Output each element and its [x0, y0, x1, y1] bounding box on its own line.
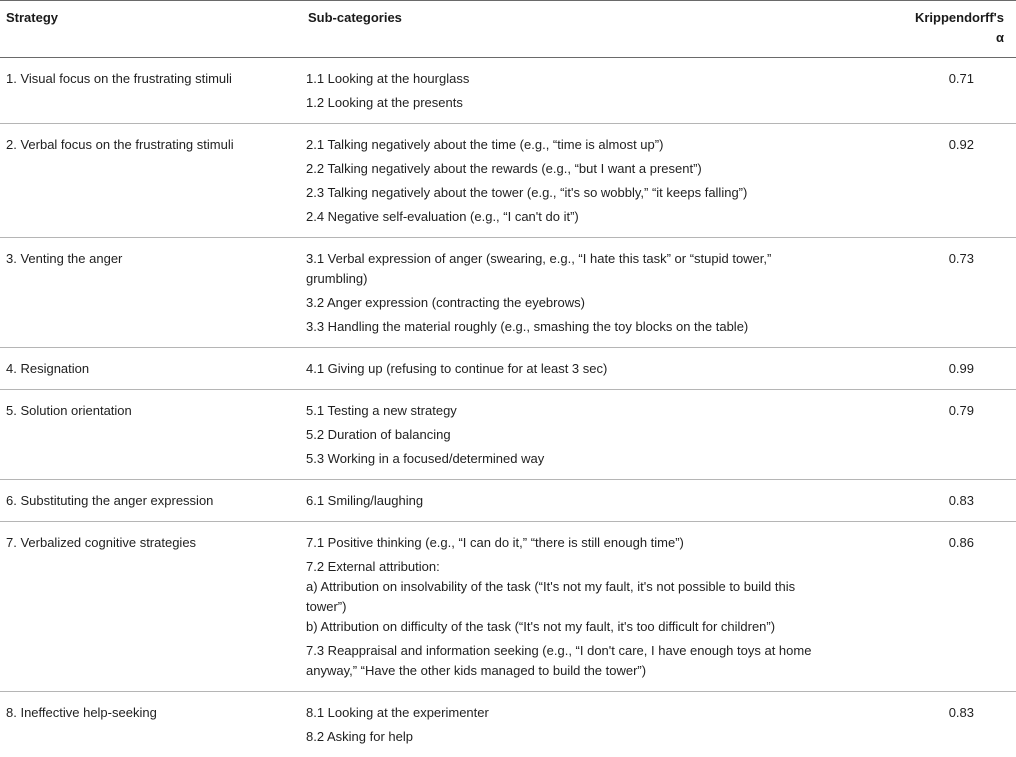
subcategory-item — [306, 401, 906, 421]
subcategory-line: tower”) — [306, 597, 906, 617]
subcategory-line: 7.3 Reappraisal and information seeking (e.g., “I don't care, I have enough toys at home — [306, 641, 906, 661]
alpha-cell: 0.73 — [906, 238, 1016, 348]
subcategory-item — [306, 641, 906, 681]
subcategory-line: 3.2 Anger expression (contracting the eyebrows) — [306, 293, 906, 313]
subcategory-line: 2.1 Talking negatively about the time (e.g., “time is almost up”) — [306, 135, 906, 155]
subcategory-item — [306, 491, 906, 511]
subcategory-line: grumbling) — [306, 269, 906, 289]
subcategory-item — [306, 359, 906, 379]
subcategories-cell — [302, 58, 906, 124]
strategy-cell: 3. Venting the anger — [0, 238, 302, 348]
table-row — [0, 480, 1016, 522]
strategy-cell: 6. Substituting the anger expression — [0, 480, 302, 522]
subcategory-line: 1.2 Looking at the presents — [306, 93, 906, 113]
alpha-cell: 0.83 — [906, 692, 1016, 757]
table-row — [0, 692, 1016, 757]
subcategory-item — [306, 317, 906, 337]
subcategory-line: 1.1 Looking at the hourglass — [306, 69, 906, 89]
table-row — [0, 124, 1016, 238]
header-subcategories: Sub-categories — [302, 1, 906, 58]
alpha-cell: 0.71 — [906, 58, 1016, 124]
strategy-cell: 7. Verbalized cognitive strategies — [0, 522, 302, 692]
subcategory-item — [306, 207, 906, 227]
subcategory-item — [306, 727, 906, 747]
subcategory-line: 3.1 Verbal expression of anger (swearing, e.g., “I hate this task” or “stupid tower,” — [306, 249, 906, 269]
table-row — [0, 58, 1016, 124]
subcategory-line: 5.2 Duration of balancing — [306, 425, 906, 445]
subcategory-item — [306, 425, 906, 445]
strategy-cell: 5. Solution orientation — [0, 390, 302, 480]
subcategory-item — [306, 449, 906, 469]
subcategory-line: 8.2 Asking for help — [306, 727, 906, 747]
subcategories-cell — [302, 238, 906, 348]
subcategory-item — [306, 69, 906, 89]
subcategory-item — [306, 93, 906, 113]
subcategory-item — [306, 249, 906, 289]
header-strategy: Strategy — [0, 1, 302, 58]
table-body — [0, 58, 1016, 757]
strategy-cell: 8. Ineffective help-seeking — [0, 692, 302, 757]
subcategories-cell — [302, 692, 906, 757]
alpha-cell: 0.92 — [906, 124, 1016, 238]
strategy-cell: 1. Visual focus on the frustrating stimuli — [0, 58, 302, 124]
subcategory-line: 7.1 Positive thinking (e.g., “I can do it,” “there is still enough time”) — [306, 533, 906, 553]
subcategory-line: 5.3 Working in a focused/determined way — [306, 449, 906, 469]
subcategories-cell — [302, 348, 906, 390]
strategy-cell: 2. Verbal focus on the frustrating stimuli — [0, 124, 302, 238]
table-row — [0, 348, 1016, 390]
header-row — [0, 1, 1016, 58]
subcategory-item — [306, 135, 906, 155]
header-alpha: Krippendorff's α — [906, 1, 1016, 58]
subcategory-item — [306, 533, 906, 553]
subcategory-line: 6.1 Smiling/laughing — [306, 491, 906, 511]
subcategory-line: 8.1 Looking at the experimenter — [306, 703, 906, 723]
alpha-cell: 0.86 — [906, 522, 1016, 692]
subcategory-line: anyway,” “Have the other kids managed to build the tower”) — [306, 661, 906, 681]
subcategory-item — [306, 293, 906, 313]
subcategory-line: 5.1 Testing a new strategy — [306, 401, 906, 421]
subcategories-cell — [302, 480, 906, 522]
alpha-cell: 0.99 — [906, 348, 1016, 390]
subcategories-cell — [302, 390, 906, 480]
subcategory-line: 2.3 Talking negatively about the tower (e.g., “it's so wobbly,” “it keeps falling”) — [306, 183, 906, 203]
alpha-cell: 0.83 — [906, 480, 1016, 522]
subcategory-line: 7.2 External attribution: — [306, 557, 906, 577]
subcategory-line: 4.1 Giving up (refusing to continue for at least 3 sec) — [306, 359, 906, 379]
subcategory-line: b) Attribution on difficulty of the task (“It's not my fault, it's too difficult for children”) — [306, 617, 906, 637]
alpha-cell: 0.79 — [906, 390, 1016, 480]
subcategory-line: 3.3 Handling the material roughly (e.g., smashing the toy blocks on the table) — [306, 317, 906, 337]
subcategory-line: 2.4 Negative self-evaluation (e.g., “I can't do it”) — [306, 207, 906, 227]
subcategory-item — [306, 703, 906, 723]
table-row — [0, 238, 1016, 348]
subcategory-item — [306, 183, 906, 203]
subcategory-item — [306, 557, 906, 637]
strategy-cell: 4. Resignation — [0, 348, 302, 390]
subcategories-cell — [302, 124, 906, 238]
table-row — [0, 390, 1016, 480]
table-header — [0, 1, 1016, 58]
subcategory-line: a) Attribution on insolvability of the task (“It's not my fault, it's not possible to build this — [306, 577, 906, 597]
table-row — [0, 522, 1016, 692]
subcategories-cell — [302, 522, 906, 692]
subcategory-item — [306, 159, 906, 179]
subcategory-line: 2.2 Talking negatively about the rewards (e.g., “but I want a present”) — [306, 159, 906, 179]
